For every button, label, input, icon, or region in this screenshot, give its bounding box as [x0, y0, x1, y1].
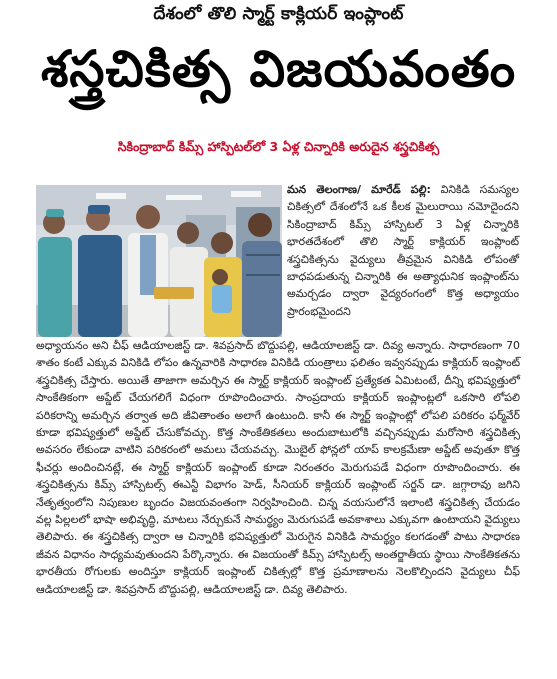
article-headline: శస్త్రచికిత్స విజయవంతం [40, 40, 517, 98]
lead-text: వినికిడి సమస్యల చికిత్సలో దేశంలోనే ఒక కీలక మైలురాయి నమోదైందని సికింద్రాబాద్ కిమ్స్ హాస్పిటల్ 3 ఏళ్ల చిన్నారికి భారతదేశంలో తొలి స్మార్ట్ కాక్లియర్ ఇంప్లాంట్ శస్త్రచికిత్సను వైద్యులు తీవ్రమైన వినికిడి లోపంతో బాధపడుతున్న చిన్నారికి ఈ అత్యాధునిక ఇంప్లాంట్‌ను అమర్చడం ద్వారా వైద్యరంగంలో కొత్త అధ్యాయం ప్రారంభమైందని [287, 183, 519, 318]
dateline: మన తెలంగాణ/ మారేడ్ పల్లి: [287, 183, 431, 196]
article-body: అధ్యాయనం అని చీఫ్ ఆడియాలజిస్ట్ డా. శివప్రసాద్ బొద్దుపల్లి, ఆడియాలజిస్ట్ డా. దివ్య అన్నారు. సాధారణంగా 70 శాతం కంటే ఎక్కువ వినికిడి లోపం ఉన్నవారికి సాధారణ వినికిడి యంత్రాలు ఫలితం ఇవ్వనప్పుడు కాక్లియర్ ఇంప్లాంట్ శస్త్రచికిత్స చేస్తారు. అయితే తాజాగా అమర్చిన ఈ స్మార్ట్ కాక్లియర్ ఇంప్లాంట్ ప్రత్యేకత ఏమిటంటే, దీన్ని భవిష్యత్తులో సాంకేతికంగా అప్డేట్ చేయగలిగే విధంగా రూపొందించారు. సాంప్రదాయ కాక్లియర్ ఇంప్లాంట్లలో ఒకసారి లోపలి పరికరాన్ని అమర్చిన తర్వాత అది జీవితాంతం అలాగే ఉంటుంది. కానీ ఈ స్మార్ట్ ఇంప్లాంట్లో లోపలి పరికరం ఫర్మ్‌వేర్ కూడా భవిష్యత్తులో అప్డేట్ చేసుకోవచ్చు. కొత్త సాంకేతికతలు అందుబాటులోకి వచ్చినప్పుడు మరోసారి శస్త్రచికిత్స అవసరం లేకుండా వాటిని పరికరంలో అమలు చేయవచ్చు. మొబైల్ ఫోన్లలో యాప్ కాలక్రమేణా అప్డేట్ అవుతూ కొత్త ఫీచర్లు అందించినట్లే, ఈ స్మార్ట్ కాక్లియర్ ఇంప్లాంట్ కూడా నిరంతరం మెరుగుపడే విధంగా రూపొందించారు. ఈ శస్త్రచికిత్సను కిమ్స్ హాస్పిటల్స్ ఈఎన్టీ విభాగం హెడ్, సీనియర్ కాక్లియర్ ఇంప్లాంట్ సర్జన్ డా. జగ్గారావు జగిని నేతృత్వంలోని నిపుణుల బృందం విజయవంతంగా నిర్వహించింది. చిన్న వయసులోనే ఇలాంటి శస్త్రచికిత్స చేయడం వల్ల పిల్లలలో భాషా అభివృద్ధి, మాటలు నేర్చుకునే సామర్థ్యం మెరుగుపడే అవకాశాలు ఎక్కువగా ఉంటాయని వైద్యులు తెలిపారు. ఈ శస్త్రచికిత్స ద్వారా ఆ చిన్నారికి భవిష్యత్తులో మెరుగైన వినికిడి సామర్థ్యం కలగడంతో పాటు సాధారణ జీవన విధానం సాధ్యమవుతుందని పేర్కొన్నారు. ఈ విజయంతో కిమ్స్ హాస్పిటల్స్ అంతర్జాతీయ స్థాయి సాంకేతికతను భారతీయ రోగులకు అందిస్తూ కాక్లియర్ ఇంప్లాంట్ చికిత్సల్లో కొత్త ప్రమాణాలను నెలకొల్పిందని వైద్యులు చీఫ్ ఆడియాలజిస్ట్ డా. శివప్రసాద్ బొద్దుపల్లి, ఆడియాలజిస్ట్ డా. దివ్య తెలిపారు. [36, 339, 520, 596]
news-photo [36, 185, 282, 337]
article-lead [287, 181, 519, 320]
article-subheadline: సికింద్రాబాద్ కిమ్స్ హాస్పిటల్‌లో 3 ఏళ్ల చిన్నారికి అరుదైన శస్త్రచికిత్స [117, 139, 440, 154]
article-kicker: దేశంలో తొలి స్మార్ట్ కాక్లియర్ ఇంప్లాంట్ [153, 4, 404, 24]
